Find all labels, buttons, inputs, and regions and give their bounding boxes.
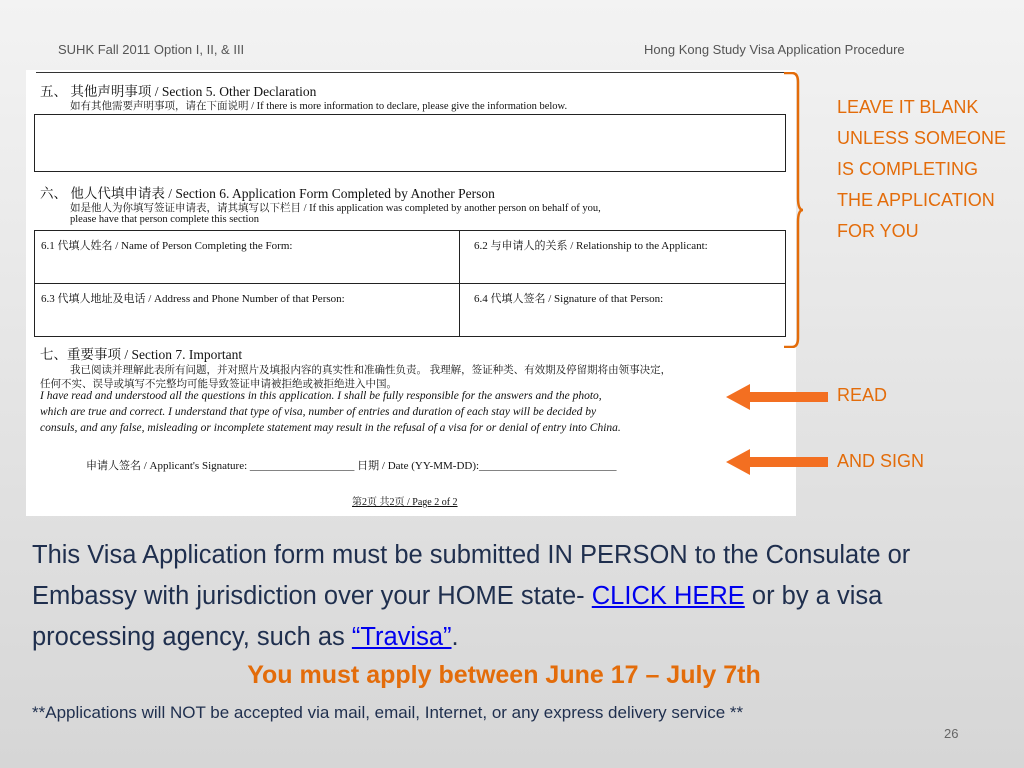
section-7-chinese-1: 我已阅读并理解此表所有问题，并对照片及填报内容的真实性和准确性负责。 我理解，签证种类、有效期及停留期将由领事决定， (70, 365, 672, 376)
form-top-rule (36, 72, 794, 73)
cell-6-2 (459, 230, 786, 284)
slide-page-number: 26 (944, 726, 959, 741)
cell-6-1 (34, 230, 460, 284)
cell-6-1-label: 6.1 代填人姓名 / Name of Person Completing the Form: (41, 240, 293, 252)
section-7-english-2: which are true and correct. I understand that type of visa, number of entries and duration of each stay will be decided by (40, 406, 597, 418)
section-6-subtitle-2: please have that person complete this section (70, 214, 259, 225)
arrow-left-read-icon (726, 384, 828, 410)
cell-6-3 (34, 283, 460, 337)
section-5-title: 五、 其他声明事项 / Section 5. Other Declaration (40, 84, 317, 99)
cell-6-4 (459, 283, 786, 337)
section-6-subtitle-1: 如是他人为你填写签证申请表，请其填写以下栏目 / If this application was completed by another person on behalf of you, (70, 203, 601, 214)
deadline-text: You must apply between June 17 – July 7th (247, 661, 761, 689)
click-here-link[interactable]: CLICK HERE (591, 582, 745, 610)
travisa-link[interactable]: “Travisa” (351, 623, 452, 651)
section-7-english-3: consuls, and any false, misleading or incomplete statement may result in the refusal of a visa for or denial of entry into China. (40, 422, 621, 434)
cell-6-3-label: 6.3 代填人地址及电话 / Address and Phone Number of that Person: (41, 293, 345, 305)
section-6-title: 六、 他人代填申请表 / Section 6. Application Form Completed by Another Person (40, 186, 495, 201)
header-right: Hong Kong Study Visa Application Procedure (644, 42, 905, 57)
instruction-text-end: . (451, 623, 459, 651)
section-7-title: 七、重要事项 / Section 7. Important (40, 347, 243, 362)
sign-note: AND SIGN (837, 451, 925, 471)
applicant-signature-line: 申请人签名 / Applicant's Signature: ___________________ 日期 / Date (YY-MM-DD):_________________________ (86, 460, 617, 472)
header-left: SUHK Fall 2011 Option I, II, & III (58, 42, 245, 57)
leave-blank-note: LEAVE IT BLANK UNLESS SOMEONE IS COMPLETING THE APPLICATION FOR YOU (837, 97, 1007, 241)
instruction-text-start: This Visa Application form must be submitted IN PERSON to the Consulate or Embassy with jurisdiction over your HOME state- (32, 541, 911, 610)
right-brace-icon (782, 72, 804, 348)
read-note: READ (837, 385, 888, 405)
section-7-english-1: I have read and understood all the questions in this application. I shall be fully responsible for the answers and the photo, (40, 390, 602, 402)
section-5-subtitle: 如有其他需要声明事项，请在下面说明 / If there is more information to declare, please give the information below. (70, 101, 568, 112)
instruction-paragraph (32, 535, 992, 658)
other-declaration-box (34, 114, 786, 172)
instruction-text-middle: or by a visa processing agency, such as (32, 582, 883, 651)
visa-form-image (26, 70, 796, 516)
cell-6-4-label: 6.4 代填人签名 / Signature of that Person: (474, 293, 664, 305)
page-of-label: 第2页 共2页 / Page 2 of 2 (352, 497, 458, 508)
section-7-chinese-2: 任何不实、误导或填写不完整均可能导致签证申请被拒绝或被拒绝进入中国。 (40, 379, 397, 390)
delivery-footnote: **Applications will NOT be accepted via mail, email, Internet, or any express delivery service ** (32, 703, 744, 722)
arrow-left-sign-icon (726, 449, 828, 475)
cell-6-2-label: 6.2 与申请人的关系 / Relationship to the Applicant: (474, 240, 708, 252)
